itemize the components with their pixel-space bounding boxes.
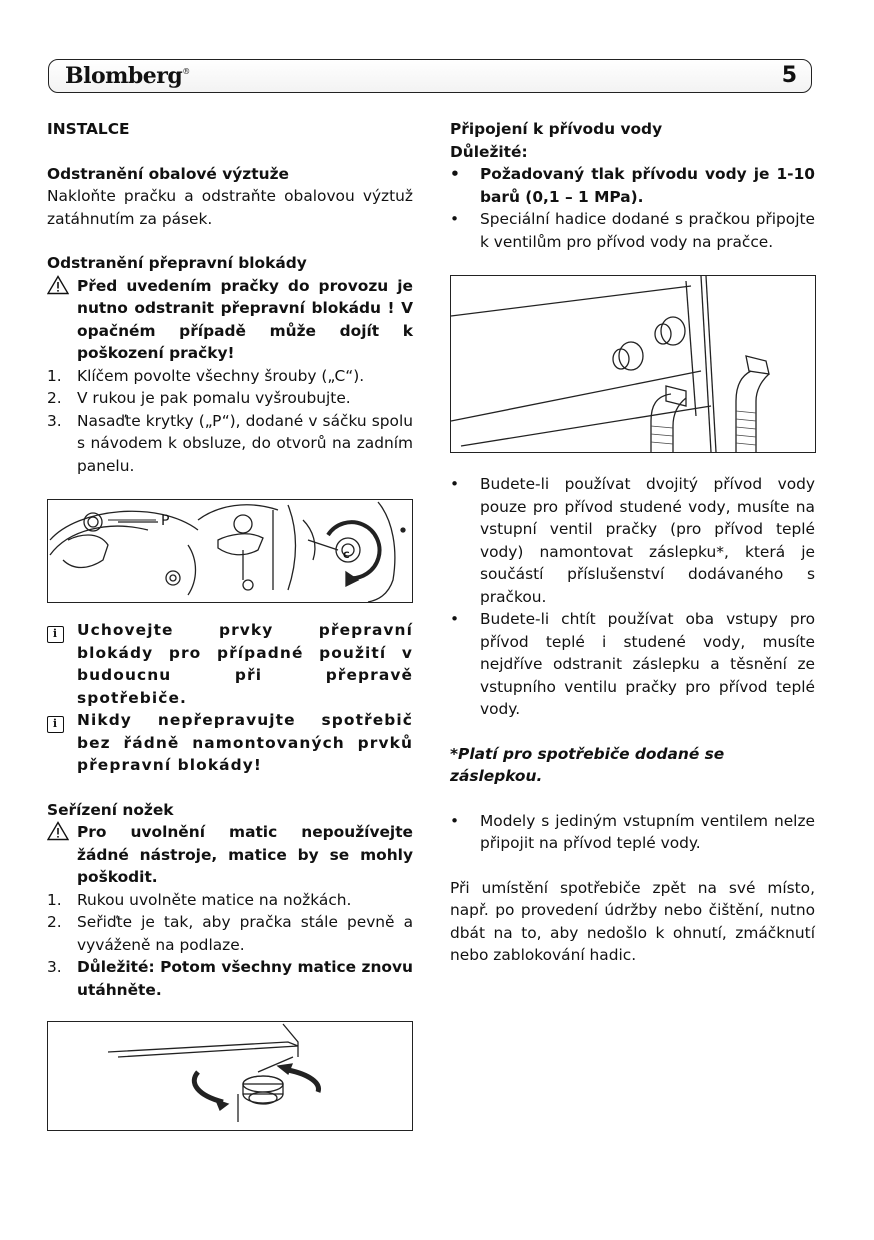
info-icon: i <box>47 716 64 733</box>
info-note-keep-parts <box>47 619 413 709</box>
bullet: • <box>450 165 460 183</box>
heading-feet-adjustment: Seřízení nožek <box>47 800 174 819</box>
right-column <box>450 118 815 967</box>
warning-triangle-icon <box>47 821 75 848</box>
list-item <box>450 163 815 208</box>
list-text: Důležité: Potom všechny matice znovu utáhněte. <box>77 958 413 999</box>
list-item <box>47 889 413 912</box>
fig1-label-c: C <box>343 551 350 561</box>
bullet: • <box>450 210 460 228</box>
bullet: • <box>450 811 460 830</box>
list-number: 1. <box>47 890 62 909</box>
warning-text: Před uvedením pračky do provozu je nutno odstranit přepravní blokádu ! V opačném případě může dojít k poškození pračky! <box>77 276 413 362</box>
closing-paragraph: Při umístění spotřebiče zpět na své místo, např. po provedení údržby nebo čištění, nutno dbát na to, aby nedošlo k ohnutí, zmáčknutí nebo zablokování hadic. <box>450 878 815 964</box>
warning-triangle-icon <box>47 275 75 302</box>
list-item <box>47 911 413 956</box>
list-number: 3. <box>47 958 62 976</box>
list-text: V rukou je pak pomalu vyšroubujte. <box>77 389 351 407</box>
label-important: Důležité: <box>450 142 528 161</box>
fig1-label-p: P <box>161 513 170 529</box>
list-text: Nasaďte krytky („P“), dodané v sáčku spolu s návodem k obsluze, do otvorů na zadním panelu. <box>77 411 413 475</box>
list-item <box>450 473 815 608</box>
list-item <box>47 387 413 410</box>
page-header <box>48 59 812 93</box>
page-number: 5 <box>781 63 797 88</box>
bullet: • <box>450 475 460 493</box>
list-number: 1. <box>47 366 62 385</box>
section-title: INSTALCE <box>47 120 130 138</box>
warning-nuts <box>47 821 413 889</box>
list-item <box>450 608 815 721</box>
heading-water-supply: Připojení k přívodu vody <box>450 120 663 138</box>
list-text: Speciální hadice dodané s pračkou připojte k ventilům pro přívod vody na pračce. <box>480 210 815 251</box>
info-icon: i <box>47 626 64 643</box>
list-number: 3. <box>47 411 62 430</box>
list-text: Budete-li používat dvojitý přívod vody pouze pro přívod studené vody, musíte na vstupní ventil pračky (pro přívod teplé vody) namontovat záslepku*, která je součástí příslušenství dodávaného s pračkou. <box>480 475 815 606</box>
transport-lock-illustration <box>47 499 413 603</box>
info-text: Nikdy nepřepravujte spotřebič bez řádně namontovaných prvků přepravní blokády! <box>77 711 413 774</box>
brand-logo: Blomberg® <box>65 63 190 89</box>
bullet: • <box>450 610 460 628</box>
heading-transport-lock: Odstranění přepravní blokády <box>47 254 307 272</box>
warning-transport-lock <box>47 275 413 365</box>
info-text: Uchovejte prvky přepravní blokády pro případné použití v budoucnu při přepravě spotřebiče. <box>77 621 413 707</box>
water-inlet-illustration <box>450 275 816 453</box>
info-note-no-transport <box>47 709 413 777</box>
list-text: Budete-li chtít používat oba vstupy pro přívod teplé i studené vody, musíte nejdříve odstranit záslepku a těsnění ze vstupního ventilu pračky pro přívod teplé vody. <box>480 610 815 718</box>
foot-adjustment-illustration <box>47 1021 413 1131</box>
left-column <box>47 118 413 1131</box>
footnote: *Platí pro spotřebiče dodané se záslepkou. <box>450 744 725 785</box>
list-item <box>47 956 413 1001</box>
paragraph-packaging-removal: Nakloňte pračku a odstraňte obalovou výztuž zatáhnutím za pásek. <box>47 187 413 228</box>
list-text: Klíčem povolte všechny šrouby („C“). <box>77 366 365 385</box>
list-item <box>450 208 815 253</box>
list-text: Požadovaný tlak přívodu vody je 1-10 barů (0,1 – 1 MPa). <box>480 165 815 206</box>
list-text: Rukou uvolněte matice na nožkách. <box>77 890 352 909</box>
list-item <box>47 410 413 478</box>
list-number: 2. <box>47 913 62 931</box>
heading-packaging-removal: Odstranění obalové výztuže <box>47 164 289 183</box>
list-text: Seřiďte je tak, aby pračka stále pevně a vyváženě na podlaze. <box>77 913 413 954</box>
list-number: 2. <box>47 389 62 407</box>
warning-text: Pro uvolnění matic nepoužívejte žádné nástroje, matice by se mohly poškodit. <box>77 823 413 886</box>
list-item <box>47 365 413 388</box>
list-text: Modely s jediným vstupním ventilem nelze připojit na přívod teplé vody. <box>480 811 815 852</box>
list-item <box>450 810 815 855</box>
